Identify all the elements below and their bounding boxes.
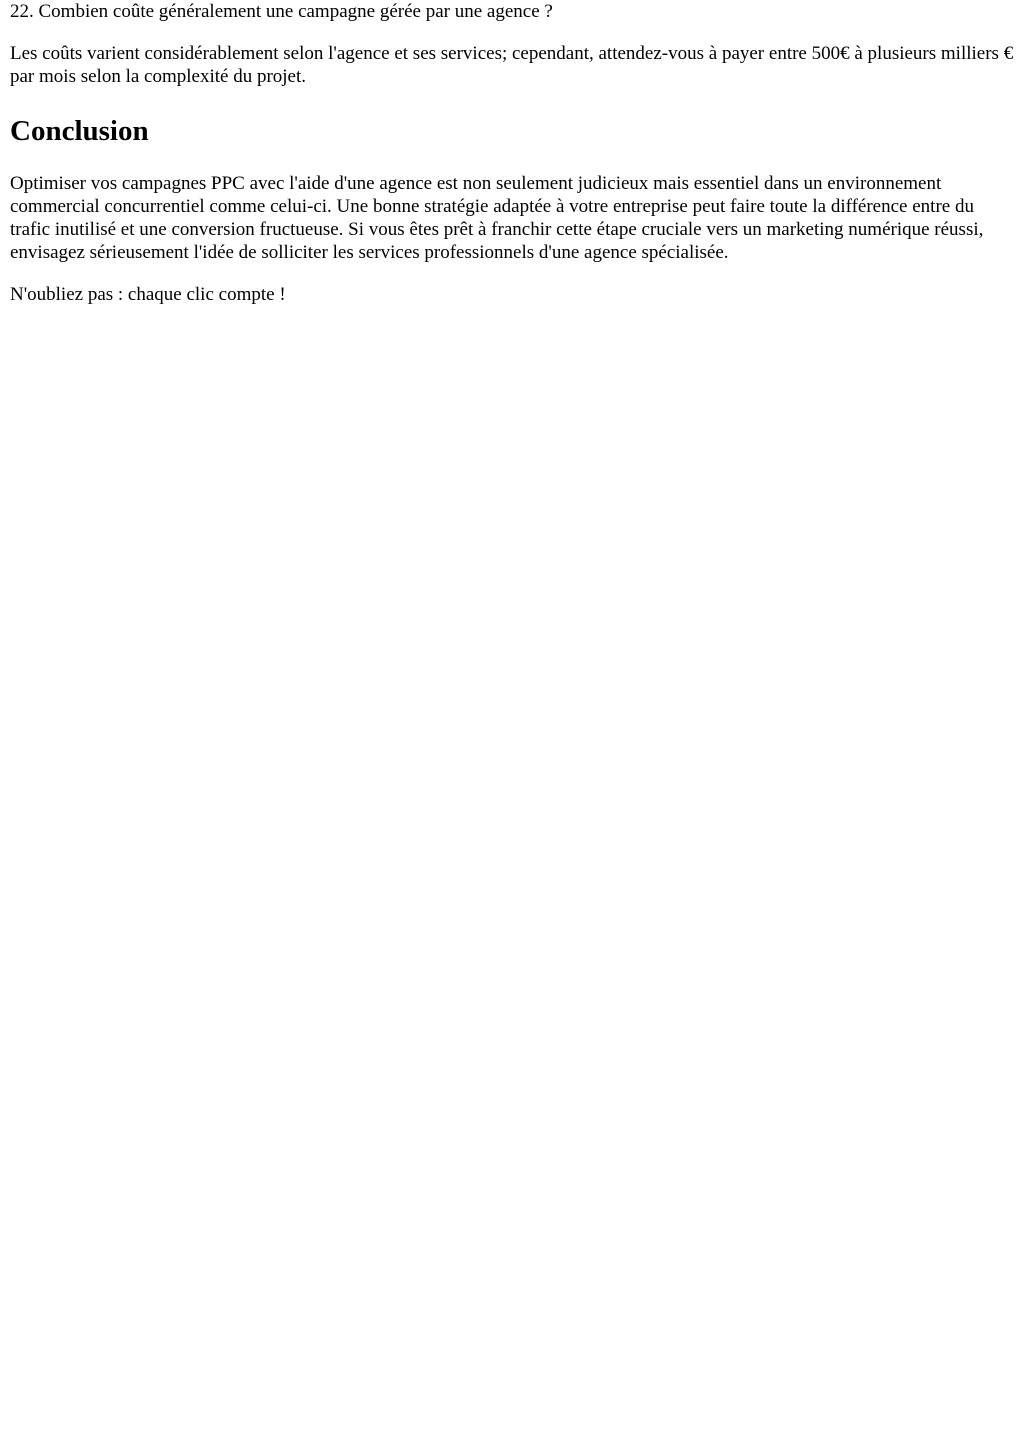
closing-line: N'oubliez pas : chaque clic compte ! <box>10 284 286 305</box>
conclusion-paragraph: Optimiser vos campagnes PPC avec l'aide d'une agence est non seulement judicieux mais essentiel dans un environnement commercial concurrentiel comme celui-ci. Une bonne stratégie adaptée à votre entreprise peut faire toute la différence entre du trafic inutilisé et une conversion fructueuse. Si vous êtes prêt à franchir cette étape cruciale vers un marketing numérique réussi, envisagez sérieusement l'idée de solliciter les services professionnels d'une agence spécialisée. <box>10 173 984 263</box>
conclusion-heading: Conclusion <box>10 115 149 147</box>
faq-question: 22. Combien coûte généralement une campagne gérée par une agence ? <box>10 1 553 22</box>
article-page <box>0 0 1024 306</box>
faq-answer: Les coûts varient considérablement selon l'agence et ses services; cependant, attendez-vous à payer entre 500€ à plusieurs milliers € par mois selon la complexité du projet. <box>10 43 1014 87</box>
